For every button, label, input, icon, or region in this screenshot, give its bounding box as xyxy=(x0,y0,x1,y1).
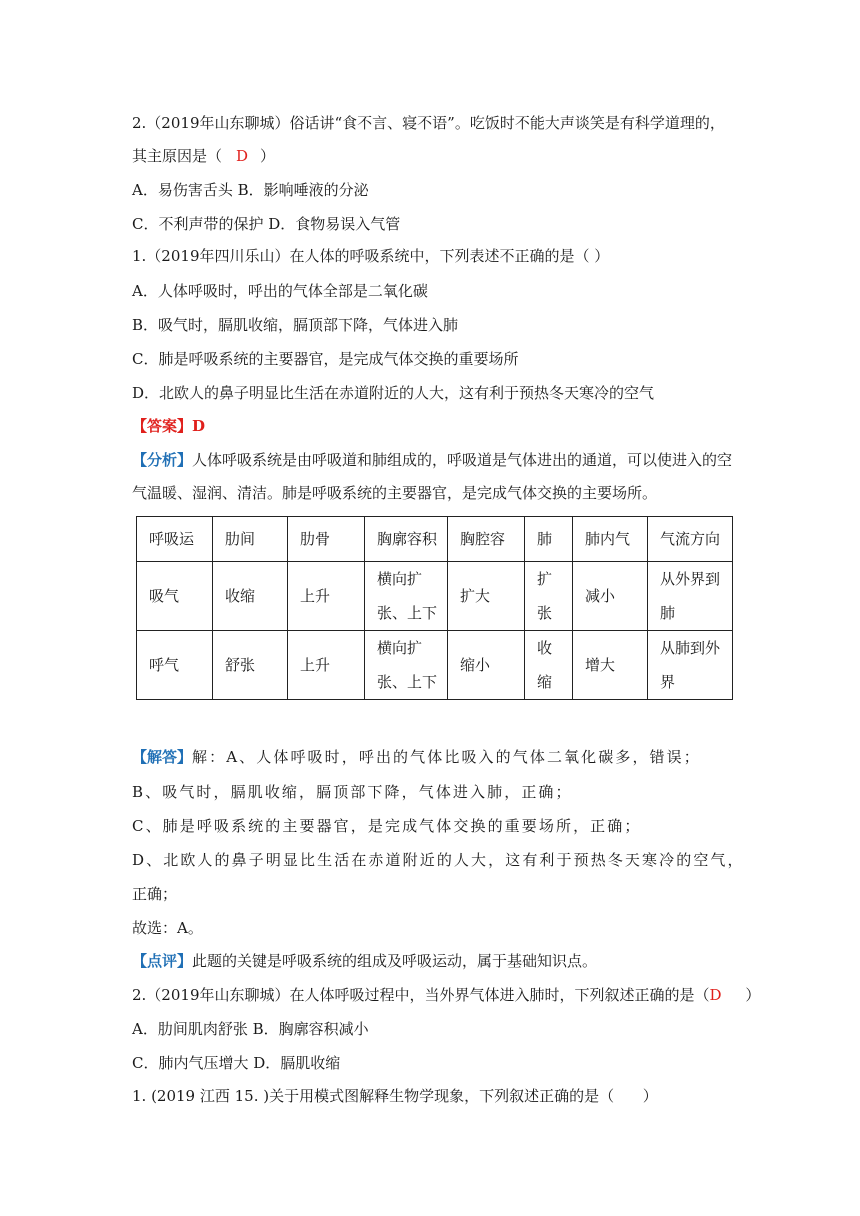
table-cell xyxy=(288,562,365,631)
options-cd: C．肺内气压增大 D．膈肌收缩 xyxy=(132,1054,341,1072)
table-header-row xyxy=(137,517,733,562)
cell-text: 张 xyxy=(537,604,553,622)
cell-text: 横向扩 xyxy=(377,639,423,657)
table-cell xyxy=(213,631,288,700)
cell-text: 舒张 xyxy=(225,656,256,674)
table-cell xyxy=(137,562,213,631)
cell-text: 缩 xyxy=(537,673,553,691)
cell-text: 缩小 xyxy=(460,656,491,674)
analysis-line2: 气温暖、湿润、清洁。肺是呼吸系统的主要器官，是完成气体交换的主要场所。 xyxy=(132,484,658,502)
cell-text: 呼气 xyxy=(149,656,180,674)
cell-text: 从外界到 xyxy=(660,570,721,588)
table-header-cell: 呼吸运 xyxy=(137,517,213,562)
table-header-cell: 肺内气 xyxy=(573,517,648,562)
stem-text: 其主原因是（ xyxy=(132,147,223,165)
table-header-cell: 胸廓容积 xyxy=(365,517,448,562)
solution-line1 xyxy=(132,747,701,767)
comment-tag: 【点评】 xyxy=(132,952,193,970)
table-header-cell: 气流方向 xyxy=(648,517,733,562)
cell-text: 张、上下 xyxy=(377,604,438,622)
solution-tag: 【解答】 xyxy=(132,748,193,766)
stem-text: 2.（2019年山东聊城）在人体呼吸过程中，当外界气体进入肺时，下列叙述正确的是（ xyxy=(132,986,710,1004)
options-ab: A．易伤害舌头 B．影响唾液的分泌 xyxy=(132,181,369,199)
table-cell xyxy=(365,562,448,631)
cell-text: 收 xyxy=(537,639,553,657)
cell-text: 扩大 xyxy=(460,587,491,605)
table-cell xyxy=(648,562,733,631)
cell-text: 增大 xyxy=(585,656,616,674)
analysis-line1 xyxy=(132,450,732,470)
table-cell xyxy=(137,631,213,700)
solution-line4: D、北欧人的鼻子明显比生活在赤道附近的人大，这有利于预热冬天寒冷的空气， xyxy=(132,851,745,869)
table-row xyxy=(137,562,733,631)
table-cell xyxy=(448,631,525,700)
option-a: A．人体呼吸时，呼出的气体全部是二氧化碳 xyxy=(132,282,428,300)
table-cell xyxy=(365,631,448,700)
answer-mark: D xyxy=(709,986,722,1004)
solution-text: 解：A、人体呼吸时，呼出的气体比吸入的气体二氧化碳多，错误； xyxy=(192,748,701,766)
analysis-text: 人体呼吸系统是由呼吸道和肺组成的，呼吸道是气体进出的通道，可以使进入的空 xyxy=(192,451,733,469)
stem-close: ） xyxy=(721,986,761,1004)
option-d: D．北欧人的鼻子明显比生活在赤道附近的人大，这有利于预热冬天寒冷的空气 xyxy=(132,384,655,402)
cell-text: 上升 xyxy=(300,656,331,674)
table-cell xyxy=(213,562,288,631)
question-stem-line1: 2.（2019年山东聊城）俗话讲“食不言、寝不语”。吃饭时不能大声谈笑是有科学道理的， xyxy=(132,114,725,132)
cell-text: 收缩 xyxy=(225,587,256,605)
question-stem-line2 xyxy=(132,146,275,166)
table-cell xyxy=(525,562,573,631)
cell-text: 肺 xyxy=(660,604,676,622)
analysis-tag: 【分析】 xyxy=(132,451,193,469)
table-header-cell: 肋间 xyxy=(213,517,288,562)
option-b: B．吸气时，膈肌收缩，膈顶部下降，气体进入肺 xyxy=(132,316,459,334)
options-cd: C．不利声带的保护 D．食物易误入气管 xyxy=(132,215,401,233)
answer-label: 【答案】D xyxy=(132,417,206,435)
answer-mark: D xyxy=(236,147,249,165)
table-row xyxy=(137,631,733,700)
comment-text: 此题的关键是呼吸系统的组成及呼吸运动，属于基础知识点。 xyxy=(192,952,598,970)
table-cell xyxy=(573,631,648,700)
cell-text: 扩 xyxy=(537,570,553,588)
options-ab: A．肋间肌肉舒张 B．胸廓容积减小 xyxy=(132,1020,369,1038)
cell-text: 减小 xyxy=(585,587,616,605)
question-stem xyxy=(132,985,760,1005)
stem-close: ） xyxy=(260,147,276,165)
table-header-cell: 肺 xyxy=(525,517,573,562)
comment-line xyxy=(132,951,597,971)
table-cell xyxy=(288,631,365,700)
table-cell xyxy=(573,562,648,631)
solution-line2: B、吸气时，膈肌收缩，膈顶部下降，气体进入肺，正确； xyxy=(132,783,573,801)
cell-text: 从肺到外 xyxy=(660,639,721,657)
cell-text: 界 xyxy=(660,673,676,691)
solution-line6: 故选：A。 xyxy=(132,919,203,937)
cell-text: 吸气 xyxy=(149,587,180,605)
breathing-table xyxy=(136,516,733,700)
cell-text: 横向扩 xyxy=(377,570,423,588)
table-header-cell: 胸腔容 xyxy=(448,517,525,562)
cell-text: 上升 xyxy=(300,587,331,605)
table-cell xyxy=(448,562,525,631)
solution-line5: 正确； xyxy=(132,885,178,903)
table-header-cell: 肋骨 xyxy=(288,517,365,562)
table-cell xyxy=(525,631,573,700)
question-stem: 1.（2019年四川乐山）在人体的呼吸系统中，下列表述不正确的是（ ） xyxy=(132,247,610,265)
question-stem: 1. (2019 江西 15. )关于用模式图解释生物学现象，下列叙述正确的是（ ） xyxy=(132,1087,658,1105)
table-cell xyxy=(648,631,733,700)
cell-text: 张、上下 xyxy=(377,673,438,691)
option-c: C．肺是呼吸系统的主要器官，是完成气体交换的重要场所 xyxy=(132,350,519,368)
solution-line3: C、肺是呼吸系统的主要器官，是完成气体交换的重要场所，正确； xyxy=(132,817,642,835)
